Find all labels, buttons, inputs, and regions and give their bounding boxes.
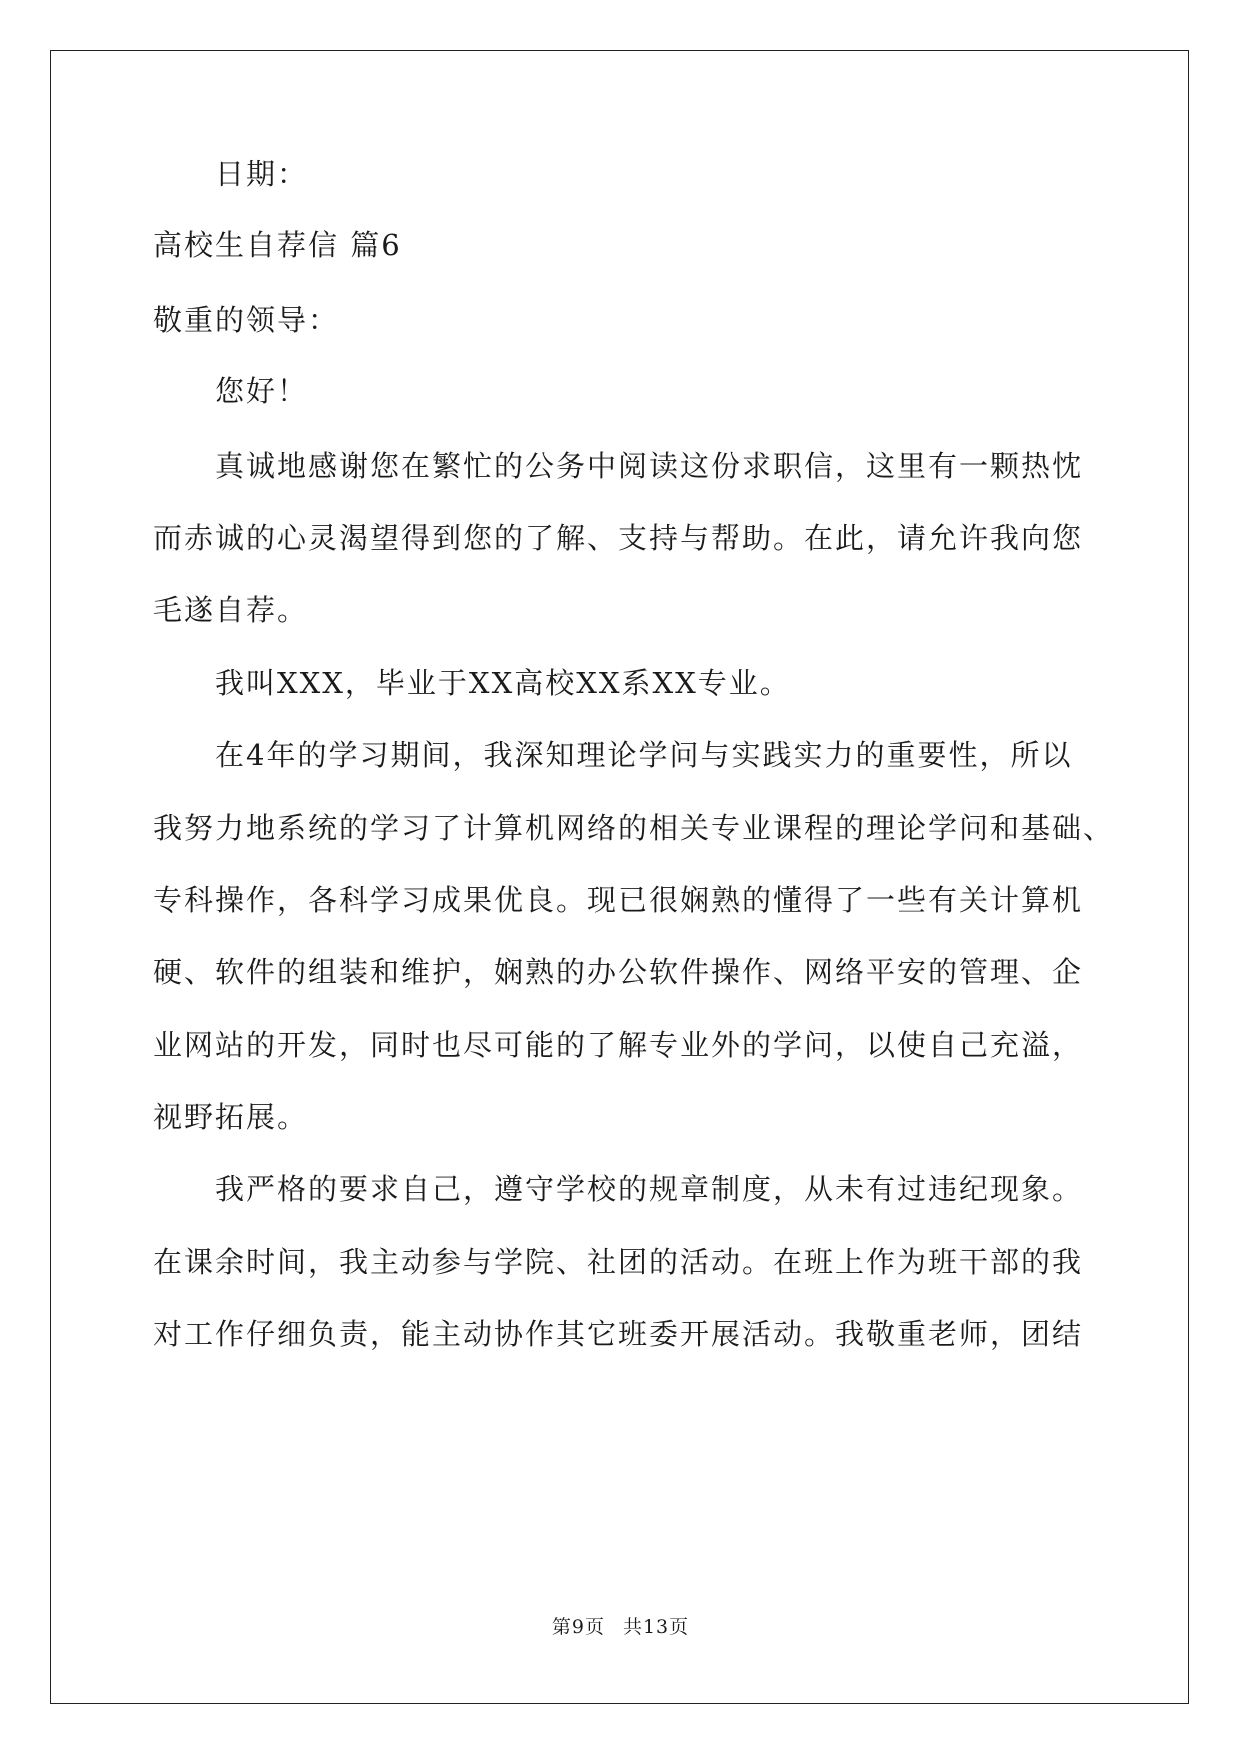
paragraph-line: 业网站的开发，同时也尽可能的了解专业外的学问，以使自己充溢，	[153, 1028, 1084, 1062]
paragraph-line: 视野拓展。	[153, 1100, 309, 1134]
paragraph-line: 在课余时间，我主动参与学院、社团的活动。在班上作为班干部的我	[153, 1245, 1084, 1279]
section-heading: 高校生自荐信 篇6	[153, 228, 402, 262]
greeting: 您好！	[215, 374, 309, 408]
date-line: 日期：	[215, 157, 309, 191]
paragraph-line: 我叫XXX，毕业于XX高校XX系XX专业。	[215, 666, 791, 700]
paragraph-line: 毛遂自荐。	[153, 593, 309, 627]
paragraph-line: 专科操作，各科学习成果优良。现已很娴熟的懂得了一些有关计算机	[153, 883, 1084, 917]
page-border	[50, 50, 1189, 1704]
paragraph-line: 对工作仔细负责，能主动协作其它班委开展活动。我敬重老师，团结	[153, 1317, 1084, 1351]
paragraph-line: 而赤诚的心灵渴望得到您的了解、支持与帮助。在此，请允许我向您	[153, 521, 1084, 555]
paragraph-line: 我努力地系统的学习了计算机网络的相关专业课程的理论学问和基础、	[153, 811, 1115, 845]
paragraph-line: 在4年的学习期间，我深知理论学问与实践实力的重要性，所以	[215, 738, 1073, 772]
salutation: 敬重的领导：	[153, 303, 340, 337]
page-total: 共13页	[622, 1616, 690, 1638]
paragraph-line: 硬、软件的组装和维护，娴熟的办公软件操作、网络平安的管理、企	[153, 955, 1084, 989]
page-number: 第9页	[551, 1616, 605, 1638]
paragraph-line: 真诚地感谢您在繁忙的公务中阅读这份求职信，这里有一颗热忱	[215, 449, 1084, 483]
page-footer	[0, 1612, 1241, 1639]
paragraph-line: 我严格的要求自己，遵守学校的规章制度，从未有过违纪现象。	[215, 1172, 1084, 1206]
